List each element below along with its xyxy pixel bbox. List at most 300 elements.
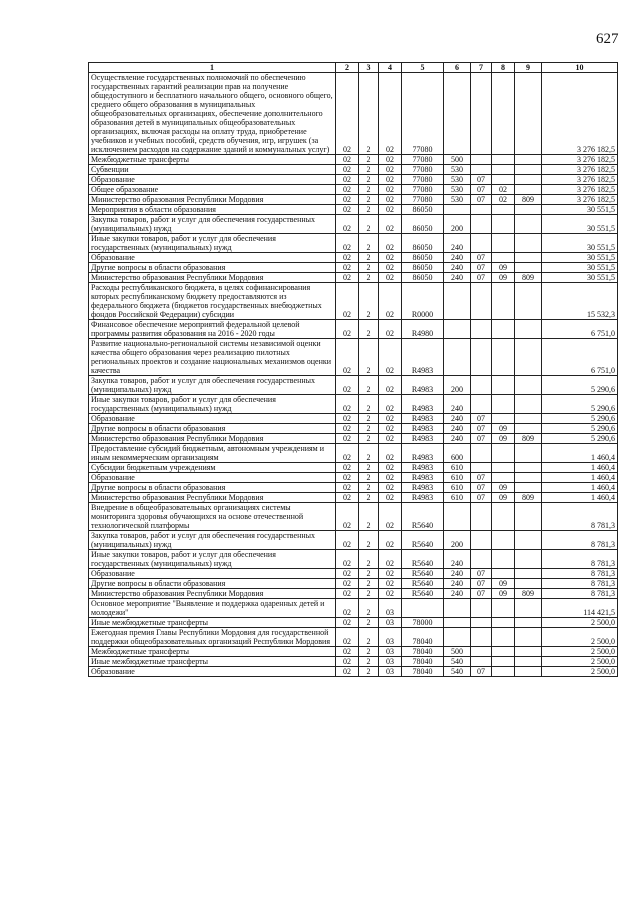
- code-cell: [515, 234, 542, 253]
- code-cell: [515, 483, 542, 493]
- code-cell: 02: [336, 657, 359, 667]
- item-name: Субсидии бюджетным учреждениям: [89, 463, 336, 473]
- code-cell: 2: [359, 215, 379, 234]
- code-cell: 240: [444, 434, 471, 444]
- code-cell: 02: [336, 155, 359, 165]
- code-cell: 2: [359, 463, 379, 473]
- code-cell: [444, 339, 471, 376]
- column-header: 5: [402, 63, 444, 73]
- code-cell: [444, 503, 471, 531]
- amount-cell: 30 551,5: [542, 215, 618, 234]
- amount-cell: 1 460,4: [542, 444, 618, 463]
- code-cell: [515, 320, 542, 339]
- code-cell: 86050: [402, 215, 444, 234]
- code-cell: [492, 618, 515, 628]
- code-cell: 809: [515, 589, 542, 599]
- code-cell: 02: [379, 339, 402, 376]
- code-cell: 03: [379, 667, 402, 677]
- code-cell: R4983: [402, 444, 444, 463]
- code-cell: [471, 599, 492, 618]
- code-cell: [515, 444, 542, 463]
- amount-cell: 2 500,0: [542, 657, 618, 667]
- code-cell: [492, 647, 515, 657]
- table-row: [89, 263, 618, 273]
- amount-cell: 2 500,0: [542, 618, 618, 628]
- code-cell: 09: [492, 589, 515, 599]
- code-cell: 02: [336, 320, 359, 339]
- code-cell: 02: [379, 424, 402, 434]
- item-name: Иные межбюджетные трансферты: [89, 618, 336, 628]
- amount-cell: 8 781,3: [542, 550, 618, 569]
- code-cell: 07: [471, 424, 492, 434]
- code-cell: [471, 73, 492, 155]
- code-cell: 07: [471, 493, 492, 503]
- item-name: Внедрение в общеобразовательных организациях системы мониторинга здоровья обучающихся на основе отечественной технологической платформы: [89, 503, 336, 531]
- code-cell: 2: [359, 165, 379, 175]
- item-name: Расходы республиканского бюджета, в целях софинансирования которых республиканскому бюджету предоставляются из федерального бюджета (бюджетов государственных внебюджетных фондов Российской Федерации) субсидии: [89, 283, 336, 320]
- code-cell: 02: [379, 550, 402, 569]
- code-cell: 02: [336, 628, 359, 647]
- code-cell: [515, 569, 542, 579]
- item-name: Образование: [89, 414, 336, 424]
- item-name: Предоставление субсидий бюджетным, автономным учреждениям и иным некоммерческим организациям: [89, 444, 336, 463]
- code-cell: 78040: [402, 667, 444, 677]
- code-cell: [515, 283, 542, 320]
- code-cell: [515, 175, 542, 185]
- table-row: [89, 503, 618, 531]
- code-cell: [492, 175, 515, 185]
- table-row: [89, 463, 618, 473]
- code-cell: 07: [471, 263, 492, 273]
- item-name: Другие вопросы в области образования: [89, 483, 336, 493]
- code-cell: 2: [359, 283, 379, 320]
- code-cell: [402, 599, 444, 618]
- code-cell: R4983: [402, 483, 444, 493]
- amount-cell: 3 276 182,5: [542, 165, 618, 175]
- code-cell: [471, 463, 492, 473]
- code-cell: 02: [336, 283, 359, 320]
- item-name: Закупка товаров, работ и услуг для обеспечения государственных (муниципальных) нужд: [89, 215, 336, 234]
- code-cell: 07: [471, 414, 492, 424]
- code-cell: R5640: [402, 550, 444, 569]
- code-cell: 03: [379, 618, 402, 628]
- table-row: [89, 473, 618, 483]
- code-cell: 2: [359, 73, 379, 155]
- code-cell: 530: [444, 175, 471, 185]
- code-cell: 610: [444, 493, 471, 503]
- code-cell: R5640: [402, 569, 444, 579]
- code-cell: 02: [379, 320, 402, 339]
- code-cell: 2: [359, 434, 379, 444]
- code-cell: 02: [336, 185, 359, 195]
- code-cell: 809: [515, 195, 542, 205]
- code-cell: 02: [336, 618, 359, 628]
- code-cell: [492, 531, 515, 550]
- code-cell: [492, 414, 515, 424]
- table-row: [89, 424, 618, 434]
- item-name: Общее образование: [89, 185, 336, 195]
- code-cell: 240: [444, 263, 471, 273]
- code-cell: 02: [336, 473, 359, 483]
- amount-cell: 8 781,3: [542, 579, 618, 589]
- code-cell: 86050: [402, 205, 444, 215]
- code-cell: [492, 463, 515, 473]
- code-cell: [444, 73, 471, 155]
- code-cell: [515, 628, 542, 647]
- code-cell: 07: [471, 579, 492, 589]
- amount-cell: 8 781,3: [542, 569, 618, 579]
- amount-cell: 8 781,3: [542, 589, 618, 599]
- code-cell: 77080: [402, 73, 444, 155]
- budget-table: [88, 62, 618, 677]
- code-cell: R4983: [402, 493, 444, 503]
- code-cell: 240: [444, 273, 471, 283]
- code-cell: [471, 628, 492, 647]
- code-cell: R4983: [402, 473, 444, 483]
- code-cell: [492, 667, 515, 677]
- table-row: [89, 283, 618, 320]
- code-cell: 2: [359, 647, 379, 657]
- code-cell: 02: [379, 531, 402, 550]
- code-cell: 2: [359, 263, 379, 273]
- code-cell: [492, 73, 515, 155]
- code-cell: [492, 205, 515, 215]
- table-row: [89, 569, 618, 579]
- code-cell: R0000: [402, 283, 444, 320]
- code-cell: 09: [492, 579, 515, 589]
- code-cell: 02: [379, 414, 402, 424]
- code-cell: [471, 234, 492, 253]
- code-cell: [492, 165, 515, 175]
- code-cell: 07: [471, 473, 492, 483]
- amount-cell: 5 290,6: [542, 434, 618, 444]
- code-cell: [492, 550, 515, 569]
- table-row: [89, 175, 618, 185]
- table-row: [89, 185, 618, 195]
- code-cell: 07: [471, 434, 492, 444]
- code-cell: 02: [379, 283, 402, 320]
- code-cell: 540: [444, 657, 471, 667]
- item-name: Другие вопросы в области образования: [89, 579, 336, 589]
- code-cell: 240: [444, 569, 471, 579]
- item-name: Межбюджетные трансферты: [89, 647, 336, 657]
- amount-cell: 1 460,4: [542, 463, 618, 473]
- table-row: [89, 531, 618, 550]
- code-cell: 2: [359, 414, 379, 424]
- item-name: Межбюджетные трансферты: [89, 155, 336, 165]
- code-cell: [471, 550, 492, 569]
- item-name: Иные закупки товаров, работ и услуг для обеспечения государственных (муниципальных) нужд: [89, 550, 336, 569]
- code-cell: 02: [336, 463, 359, 473]
- code-cell: 02: [336, 434, 359, 444]
- code-cell: 02: [379, 253, 402, 263]
- amount-cell: 3 276 182,5: [542, 185, 618, 195]
- amount-cell: 2 500,0: [542, 647, 618, 657]
- code-cell: [515, 473, 542, 483]
- code-cell: 02: [379, 263, 402, 273]
- table-row: [89, 253, 618, 263]
- code-cell: [515, 253, 542, 263]
- table-row: [89, 483, 618, 493]
- column-header: 2: [336, 63, 359, 73]
- code-cell: 78040: [402, 647, 444, 657]
- code-cell: [515, 339, 542, 376]
- code-cell: 540: [444, 667, 471, 677]
- amount-cell: 30 551,5: [542, 273, 618, 283]
- code-cell: 02: [336, 569, 359, 579]
- code-cell: [492, 283, 515, 320]
- item-name: Развитие национально-региональной системы независимой оценки качества общего образования через реализацию пилотных региональных проектов и создание национальных механизмов оценки качества: [89, 339, 336, 376]
- amount-cell: 30 551,5: [542, 205, 618, 215]
- code-cell: 240: [444, 550, 471, 569]
- code-cell: [515, 579, 542, 589]
- item-name: Другие вопросы в области образования: [89, 263, 336, 273]
- code-cell: [444, 599, 471, 618]
- code-cell: 2: [359, 483, 379, 493]
- code-cell: 77080: [402, 155, 444, 165]
- code-cell: 02: [336, 493, 359, 503]
- code-cell: [444, 283, 471, 320]
- code-cell: 02: [336, 175, 359, 185]
- code-cell: 09: [492, 273, 515, 283]
- item-name: Иные закупки товаров, работ и услуг для обеспечения государственных (муниципальных) нужд: [89, 234, 336, 253]
- code-cell: 2: [359, 579, 379, 589]
- code-cell: 03: [379, 647, 402, 657]
- code-cell: 03: [379, 628, 402, 647]
- amount-cell: 30 551,5: [542, 253, 618, 263]
- code-cell: [492, 628, 515, 647]
- code-cell: 500: [444, 155, 471, 165]
- code-cell: R4983: [402, 376, 444, 395]
- code-cell: [515, 215, 542, 234]
- code-cell: 200: [444, 215, 471, 234]
- amount-cell: 3 276 182,5: [542, 155, 618, 165]
- code-cell: [444, 205, 471, 215]
- code-cell: 07: [471, 483, 492, 493]
- code-cell: 02: [379, 273, 402, 283]
- table-row: [89, 414, 618, 424]
- table-row: [89, 195, 618, 205]
- code-cell: R4983: [402, 395, 444, 414]
- code-cell: 02: [336, 647, 359, 657]
- code-cell: 2: [359, 234, 379, 253]
- code-cell: 200: [444, 376, 471, 395]
- code-cell: 809: [515, 434, 542, 444]
- code-cell: 2: [359, 185, 379, 195]
- item-name: Иные межбюджетные трансферты: [89, 657, 336, 667]
- amount-cell: 1 460,4: [542, 483, 618, 493]
- code-cell: 86050: [402, 273, 444, 283]
- table-row: [89, 320, 618, 339]
- code-cell: 2: [359, 473, 379, 483]
- code-cell: 2: [359, 320, 379, 339]
- code-cell: 77080: [402, 195, 444, 205]
- code-cell: 02: [336, 234, 359, 253]
- amount-cell: 2 500,0: [542, 667, 618, 677]
- code-cell: 2: [359, 628, 379, 647]
- code-cell: 07: [471, 569, 492, 579]
- item-name: Субвенции: [89, 165, 336, 175]
- table-header-row: [89, 63, 618, 73]
- table-row: [89, 589, 618, 599]
- code-cell: 200: [444, 531, 471, 550]
- code-cell: 02: [379, 473, 402, 483]
- code-cell: [515, 263, 542, 273]
- code-cell: 02: [336, 531, 359, 550]
- code-cell: 2: [359, 569, 379, 579]
- code-cell: 02: [492, 185, 515, 195]
- table-row: [89, 234, 618, 253]
- code-cell: R4983: [402, 424, 444, 434]
- code-cell: 02: [336, 205, 359, 215]
- code-cell: [492, 599, 515, 618]
- item-name: Финансовое обеспечение мероприятий федеральной целевой программы развития образования на 2016 - 2020 годы: [89, 320, 336, 339]
- code-cell: 77080: [402, 185, 444, 195]
- code-cell: 610: [444, 463, 471, 473]
- code-cell: 2: [359, 195, 379, 205]
- code-cell: [515, 155, 542, 165]
- code-cell: 02: [336, 395, 359, 414]
- table-row: [89, 376, 618, 395]
- code-cell: [471, 657, 492, 667]
- table-body: [89, 63, 618, 677]
- amount-cell: 30 551,5: [542, 234, 618, 253]
- code-cell: 02: [336, 73, 359, 155]
- code-cell: [492, 339, 515, 376]
- code-cell: 2: [359, 424, 379, 434]
- table-row: [89, 647, 618, 657]
- code-cell: 02: [379, 589, 402, 599]
- code-cell: [471, 215, 492, 234]
- code-cell: [471, 444, 492, 463]
- code-cell: 02: [336, 424, 359, 434]
- code-cell: 02: [336, 414, 359, 424]
- code-cell: [515, 531, 542, 550]
- code-cell: 09: [492, 483, 515, 493]
- code-cell: 2: [359, 395, 379, 414]
- code-cell: [492, 155, 515, 165]
- code-cell: 02: [379, 463, 402, 473]
- code-cell: [471, 618, 492, 628]
- code-cell: 2: [359, 599, 379, 618]
- column-header: 10: [542, 63, 618, 73]
- code-cell: 07: [471, 185, 492, 195]
- code-cell: 2: [359, 589, 379, 599]
- code-cell: R4983: [402, 339, 444, 376]
- table-row: [89, 165, 618, 175]
- table-row: [89, 550, 618, 569]
- code-cell: 2: [359, 618, 379, 628]
- code-cell: [492, 376, 515, 395]
- code-cell: 07: [471, 175, 492, 185]
- code-cell: [492, 395, 515, 414]
- code-cell: [471, 155, 492, 165]
- code-cell: 530: [444, 185, 471, 195]
- item-name: Министерство образования Республики Мордовия: [89, 589, 336, 599]
- code-cell: 240: [444, 234, 471, 253]
- code-cell: 09: [492, 434, 515, 444]
- table-row: [89, 628, 618, 647]
- code-cell: 02: [379, 579, 402, 589]
- code-cell: 07: [471, 589, 492, 599]
- code-cell: 86050: [402, 263, 444, 273]
- table-row: [89, 444, 618, 463]
- code-cell: 2: [359, 667, 379, 677]
- code-cell: 2: [359, 376, 379, 395]
- code-cell: [492, 253, 515, 263]
- code-cell: 02: [379, 483, 402, 493]
- amount-cell: 6 751,0: [542, 320, 618, 339]
- code-cell: 03: [379, 657, 402, 667]
- code-cell: 240: [444, 253, 471, 263]
- code-cell: 02: [379, 434, 402, 444]
- table-row: [89, 339, 618, 376]
- code-cell: [471, 339, 492, 376]
- column-header: 3: [359, 63, 379, 73]
- code-cell: 02: [336, 339, 359, 376]
- code-cell: 02: [379, 215, 402, 234]
- code-cell: 02: [336, 253, 359, 263]
- code-cell: 02: [336, 550, 359, 569]
- code-cell: [471, 395, 492, 414]
- code-cell: R4983: [402, 414, 444, 424]
- code-cell: 77080: [402, 175, 444, 185]
- code-cell: [471, 205, 492, 215]
- table-row: [89, 667, 618, 677]
- code-cell: 610: [444, 473, 471, 483]
- code-cell: [515, 599, 542, 618]
- page-number: 627: [596, 31, 619, 47]
- code-cell: 02: [379, 155, 402, 165]
- table-row: [89, 205, 618, 215]
- code-cell: [444, 628, 471, 647]
- code-cell: 02: [336, 215, 359, 234]
- code-cell: [492, 503, 515, 531]
- code-cell: 500: [444, 647, 471, 657]
- amount-cell: 114 421,5: [542, 599, 618, 618]
- code-cell: R4983: [402, 463, 444, 473]
- code-cell: [515, 647, 542, 657]
- code-cell: 02: [492, 195, 515, 205]
- code-cell: 09: [492, 263, 515, 273]
- table-row: [89, 599, 618, 618]
- column-header: 8: [492, 63, 515, 73]
- code-cell: R4983: [402, 434, 444, 444]
- code-cell: 02: [336, 483, 359, 493]
- code-cell: [471, 165, 492, 175]
- item-name: Мероприятия в области образования: [89, 205, 336, 215]
- code-cell: 02: [379, 185, 402, 195]
- code-cell: [471, 503, 492, 531]
- code-cell: 240: [444, 414, 471, 424]
- code-cell: [492, 657, 515, 667]
- code-cell: 2: [359, 155, 379, 165]
- item-name: Министерство образования Республики Мордовия: [89, 434, 336, 444]
- code-cell: 07: [471, 195, 492, 205]
- code-cell: [444, 320, 471, 339]
- code-cell: [515, 424, 542, 434]
- amount-cell: 1 460,4: [542, 493, 618, 503]
- code-cell: 78040: [402, 657, 444, 667]
- code-cell: 240: [444, 395, 471, 414]
- code-cell: [492, 444, 515, 463]
- code-cell: [492, 215, 515, 234]
- code-cell: [492, 569, 515, 579]
- amount-cell: 5 290,6: [542, 414, 618, 424]
- code-cell: 02: [379, 493, 402, 503]
- table-row: [89, 155, 618, 165]
- column-header: 4: [379, 63, 402, 73]
